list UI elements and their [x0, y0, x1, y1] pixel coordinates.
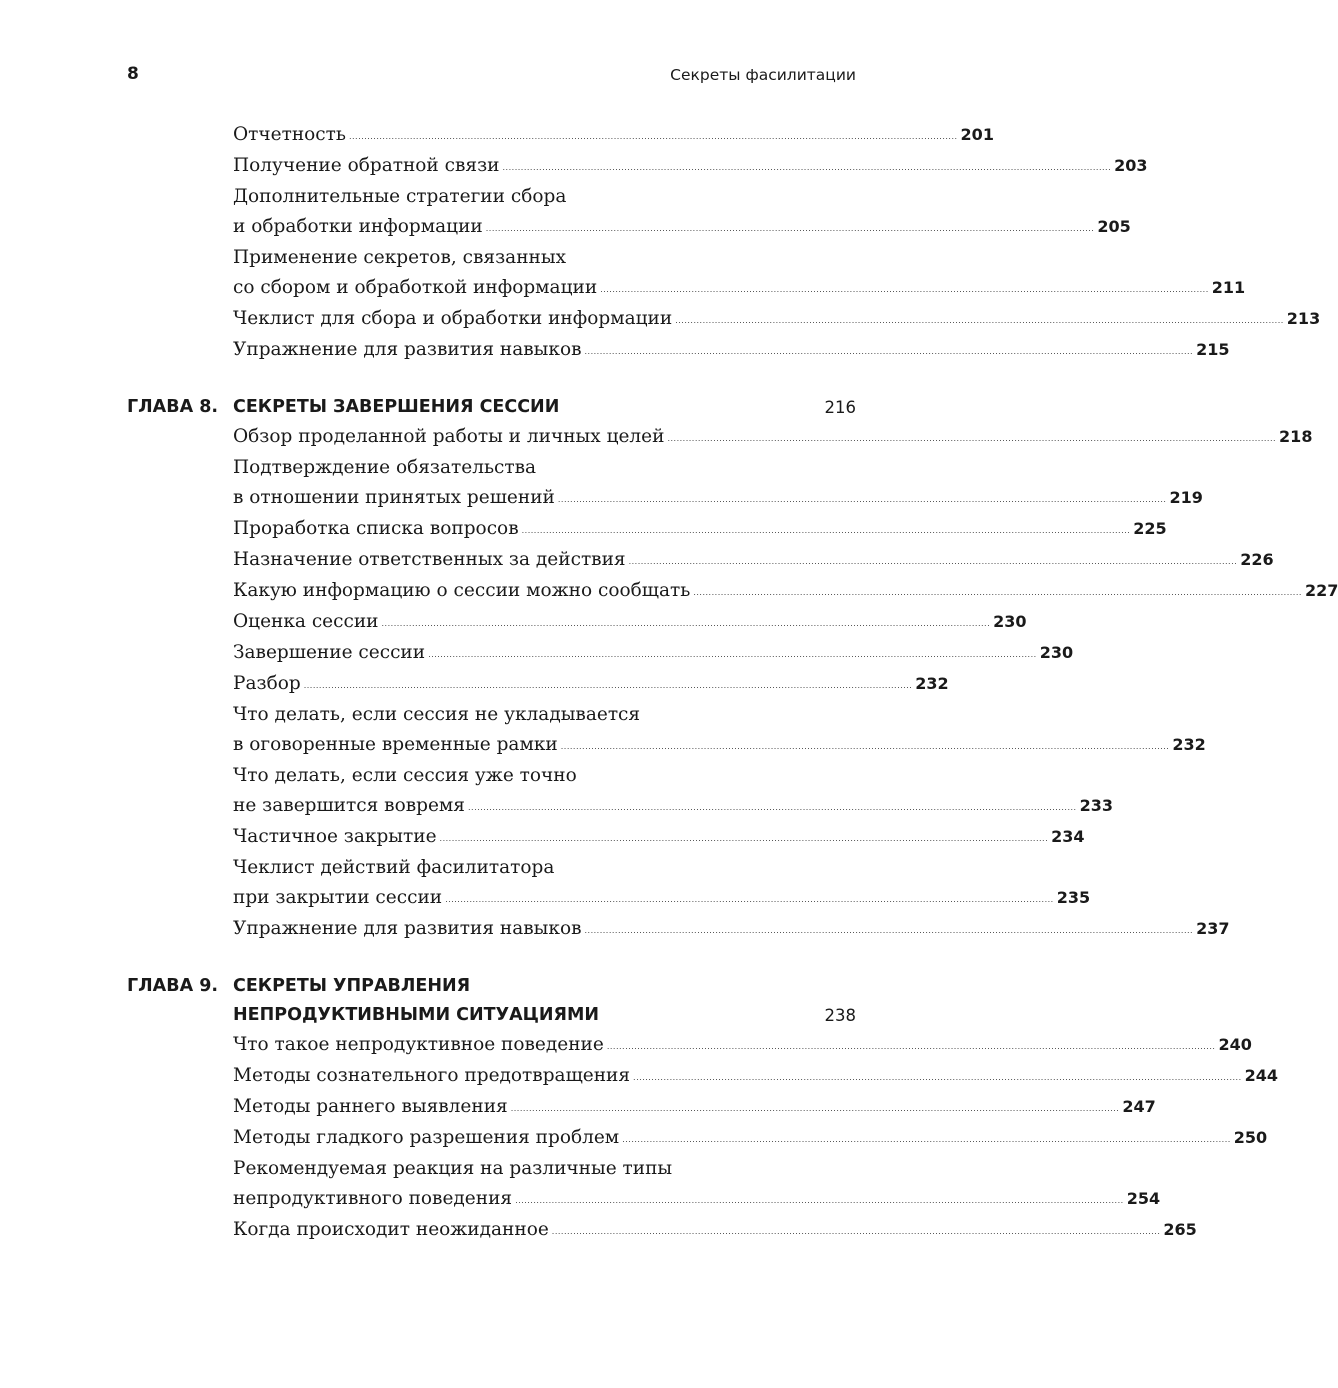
toc-entry-page-number: 219: [1169, 488, 1203, 507]
dot-leader: ........................................................................................................................................................................................................: [633, 1073, 1242, 1082]
toc-entry-last-line: [233, 638, 1074, 671]
chapter-page-number: 216: [824, 398, 856, 417]
dot-leader: ........................................................................................................................................................................................................: [303, 681, 913, 690]
chapter-8-heading: [0, 393, 963, 422]
toc-entry-title-line: Что делать, если сессия не укладывается: [233, 704, 641, 725]
dot-leader: ........................................................................................................................................................................................................: [439, 834, 1049, 843]
toc-entry-title-line: Дополнительные стратегии сбора: [233, 186, 567, 207]
toc-entry: [233, 700, 1206, 761]
dot-leader: ........................................................................................................................................................................................................: [551, 1227, 1161, 1236]
toc-entry: [233, 1154, 1161, 1215]
dot-leader: ........................................................................................................................................................................................................: [557, 495, 1167, 504]
toc-entry-title-line: в оговоренные временные рамки: [233, 734, 558, 755]
dot-leader: ........................................................................................................................................................................................................: [485, 224, 1095, 233]
toc-entry-title-line: Частичное закрытие: [233, 826, 437, 847]
toc-entry-title-line: Проработка списка вопросов: [233, 518, 519, 539]
toc-entry-last-line: [233, 914, 1230, 947]
toc-entry-title-line: Применение секретов, связанных: [233, 247, 567, 268]
toc-entry: [233, 422, 1313, 453]
toc-entry-page-number: 218: [1279, 427, 1313, 446]
chapter-9-entry-list: [0, 1030, 1279, 1246]
toc-entry-title-line: Методы гладкого разрешения проблем: [233, 1127, 620, 1148]
toc-entry-title-line: со сбором и обработкой информации: [233, 277, 598, 298]
dot-leader: ........................................................................................................................................................................................................: [348, 132, 958, 141]
toc-entry-last-line: [233, 669, 949, 702]
toc-entry-last-line: [233, 120, 994, 153]
page-number: 8: [127, 64, 139, 84]
toc-entry-page-number: 227: [1304, 581, 1338, 600]
toc-entry: [233, 761, 1113, 822]
running-head: Секреты фасилитации: [670, 66, 856, 84]
toc-entry-title-line: Что такое непродуктивное поведение: [233, 1034, 604, 1055]
dot-leader: ........................................................................................................................................................................................................: [515, 1196, 1124, 1205]
toc-entry: [233, 1123, 1268, 1154]
toc-entry-last-line: [233, 304, 1321, 337]
toc-entry-page-number: 230: [1039, 643, 1074, 662]
chapter-9-heading: [0, 972, 963, 1030]
toc-entry-page-number: 247: [1122, 1097, 1156, 1116]
toc-entry-last-line: [233, 1184, 1161, 1217]
toc-entry-last-line: [233, 545, 1274, 578]
toc-entry: [233, 576, 1338, 607]
chapter-title-line: НЕПРОДУКТИВНЫМИ СИТУАЦИЯМИ: [233, 1005, 600, 1025]
dot-leader: ........................................................................................................................................................................................................: [693, 588, 1302, 597]
toc-entry: [233, 853, 1091, 914]
toc-entry-page-number: 230: [993, 612, 1027, 631]
toc-entry: [233, 607, 1027, 638]
toc-entry-title-line: Обзор проделанной работы и личных целей: [233, 426, 665, 447]
toc-entry-last-line: [233, 273, 1246, 306]
toc-entry-page-number: 244: [1244, 1066, 1279, 1085]
dot-leader: ........................................................................................................................................................................................................: [628, 557, 1238, 566]
toc-entry-page-number: 205: [1097, 217, 1131, 236]
toc-entry-last-line: [233, 1123, 1268, 1156]
toc-entry-title-line: и обработки информации: [233, 216, 483, 237]
toc-entry: [233, 453, 1203, 514]
toc-entry: [233, 151, 1148, 182]
toc-entry-last-line: [233, 883, 1091, 916]
toc-entry: [233, 243, 1246, 304]
chapter-8-title: [233, 393, 856, 422]
toc-entry: [233, 514, 1167, 545]
toc-entry-page-number: 234: [1051, 827, 1085, 846]
dot-leader: ........................................................................................................................................................................................................: [622, 1135, 1231, 1144]
chapter-page-number: 238: [824, 1006, 856, 1025]
toc-entry-title-line: Чеклист действий фасилитатора: [233, 857, 555, 878]
chapter-title-last-line: [233, 393, 856, 422]
toc-entry-title-line: Упражнение для развития навыков: [233, 918, 582, 939]
dot-leader: ........................................................................................................................................................................................................: [510, 1104, 1120, 1113]
toc-entry-page-number: 235: [1056, 888, 1091, 907]
toc-entry-title-line: Упражнение для развития навыков: [233, 339, 582, 360]
toc-entry-last-line: [233, 514, 1167, 547]
toc-entry-title-line: Когда происходит неожиданное: [233, 1219, 549, 1240]
toc-entry-last-line: [233, 1061, 1279, 1094]
toc-entry-page-number: 250: [1233, 1128, 1268, 1147]
toc-entry-page-number: 226: [1240, 550, 1274, 569]
dot-leader: ........................................................................................................................................................................................................: [467, 803, 1077, 812]
toc-entry-last-line: [233, 1092, 1156, 1125]
chapter-9-label: ГЛАВА 9.: [127, 976, 219, 996]
toc-entry-last-line: [233, 483, 1203, 516]
toc-entry: [233, 822, 1085, 853]
toc-entry-title-line: Методы сознательного предотвращения: [233, 1065, 631, 1086]
toc-entry-title-line: при закрытии сессии: [233, 887, 443, 908]
toc-entry: [233, 182, 1131, 243]
toc-entry: [233, 304, 1321, 335]
toc-entry: [233, 1030, 1252, 1061]
toc-entry-last-line: [233, 422, 1313, 455]
chapter-8-entry-list: [0, 422, 1338, 945]
chapter-title-line: СЕКРЕТЫ ЗАВЕРШЕНИЯ СЕССИИ: [233, 397, 560, 417]
toc-entry-title-line: Какую информацию о сессии можно сообщать: [233, 580, 691, 601]
toc-entry-title-line: непродуктивного поведения: [233, 1188, 513, 1209]
toc-entry: [233, 669, 949, 700]
chapter-8-label: ГЛАВА 8.: [127, 397, 219, 417]
toc-entry-title-line: в отношении принятых решений: [233, 487, 555, 508]
table-of-contents: [0, 120, 1338, 1246]
toc-entry-page-number: 237: [1196, 919, 1230, 938]
toc-entry-last-line: [233, 1030, 1252, 1063]
toc-entry-last-line: [233, 730, 1206, 763]
toc-entry-page-number: 211: [1211, 278, 1246, 297]
chapter-title-line: СЕКРЕТЫ УПРАВЛЕНИЯ: [233, 976, 471, 996]
toc-entry-title-line: Рекомендуемая реакция на различные типы: [233, 1158, 673, 1179]
toc-entry-page-number: 215: [1196, 340, 1230, 359]
toc-entry: [233, 914, 1230, 945]
toc-entry: [233, 1061, 1279, 1092]
toc-entry-last-line: [233, 791, 1113, 824]
chapter-title-last-line: [233, 1001, 856, 1030]
toc-entry-title-line: Чеклист для сбора и обработки информации: [233, 308, 673, 329]
toc-entry-page-number: 213: [1286, 309, 1321, 328]
dot-leader: ........................................................................................................................................................................................................: [445, 895, 1054, 904]
dot-leader: ........................................................................................................................................................................................................: [560, 742, 1170, 751]
toc-entry-last-line: [233, 822, 1085, 855]
toc-entry: [233, 638, 1074, 669]
dot-leader: ........................................................................................................................................................................................................: [667, 434, 1277, 443]
toc-entry-title-line: не завершится вовремя: [233, 795, 465, 816]
toc-entry-last-line: [233, 1215, 1197, 1248]
dot-leader: ........................................................................................................................................................................................................: [381, 619, 991, 628]
toc-entry-title-line: Назначение ответственных за действия: [233, 549, 626, 570]
toc-entry-page-number: 240: [1218, 1035, 1252, 1054]
toc-entry: [233, 1092, 1156, 1123]
toc-entry-page-number: 232: [1172, 735, 1206, 754]
dot-leader: ........................................................................................................................................................................................................: [675, 316, 1284, 325]
toc-entry-title-line: Получение обратной связи: [233, 155, 500, 176]
section-gap: [0, 945, 963, 972]
toc-entry-page-number: 265: [1163, 1220, 1197, 1239]
toc-entry-title-line: Отчетность: [233, 124, 346, 145]
toc-entry: [233, 1215, 1197, 1246]
dot-leader: ........................................................................................................................................................................................................: [584, 926, 1194, 935]
toc-entry-page-number: 233: [1079, 796, 1113, 815]
dot-leader: ........................................................................................................................................................................................................: [584, 347, 1194, 356]
dot-leader: ........................................................................................................................................................................................................: [521, 526, 1131, 535]
toc-entry-title-line: Подтверждение обязательства: [233, 457, 537, 478]
dot-leader: ........................................................................................................................................................................................................: [428, 650, 1037, 659]
toc-entry: [233, 335, 1230, 366]
toc-entry-last-line: [233, 151, 1148, 184]
intro-entry-list: [0, 120, 1321, 366]
toc-entry-page-number: 203: [1114, 156, 1148, 175]
toc-entry-last-line: [233, 576, 1338, 609]
toc-entry-page-number: 225: [1133, 519, 1167, 538]
toc-entry-title-line: Оценка сессии: [233, 611, 379, 632]
toc-entry-page-number: 254: [1126, 1189, 1161, 1208]
toc-entry-page-number: 201: [960, 125, 994, 144]
toc-entry-last-line: [233, 335, 1230, 368]
toc-entry-last-line: [233, 607, 1027, 640]
toc-entry-title-line: Завершение сессии: [233, 642, 426, 663]
toc-entry-last-line: [233, 212, 1131, 245]
toc-entry-title-line: Что делать, если сессия уже точно: [233, 765, 577, 786]
toc-entry-title-line: Методы раннего выявления: [233, 1096, 508, 1117]
chapter-9-title: [233, 972, 856, 1030]
toc-entry: [233, 120, 994, 151]
section-gap: [0, 366, 963, 393]
toc-entry-page-number: 232: [915, 674, 949, 693]
dot-leader: ........................................................................................................................................................................................................: [600, 285, 1209, 294]
dot-leader: ........................................................................................................................................................................................................: [502, 163, 1112, 172]
dot-leader: ........................................................................................................................................................................................................: [606, 1042, 1216, 1051]
toc-entry-title-line: Разбор: [233, 673, 301, 694]
toc-entry: [233, 545, 1274, 576]
